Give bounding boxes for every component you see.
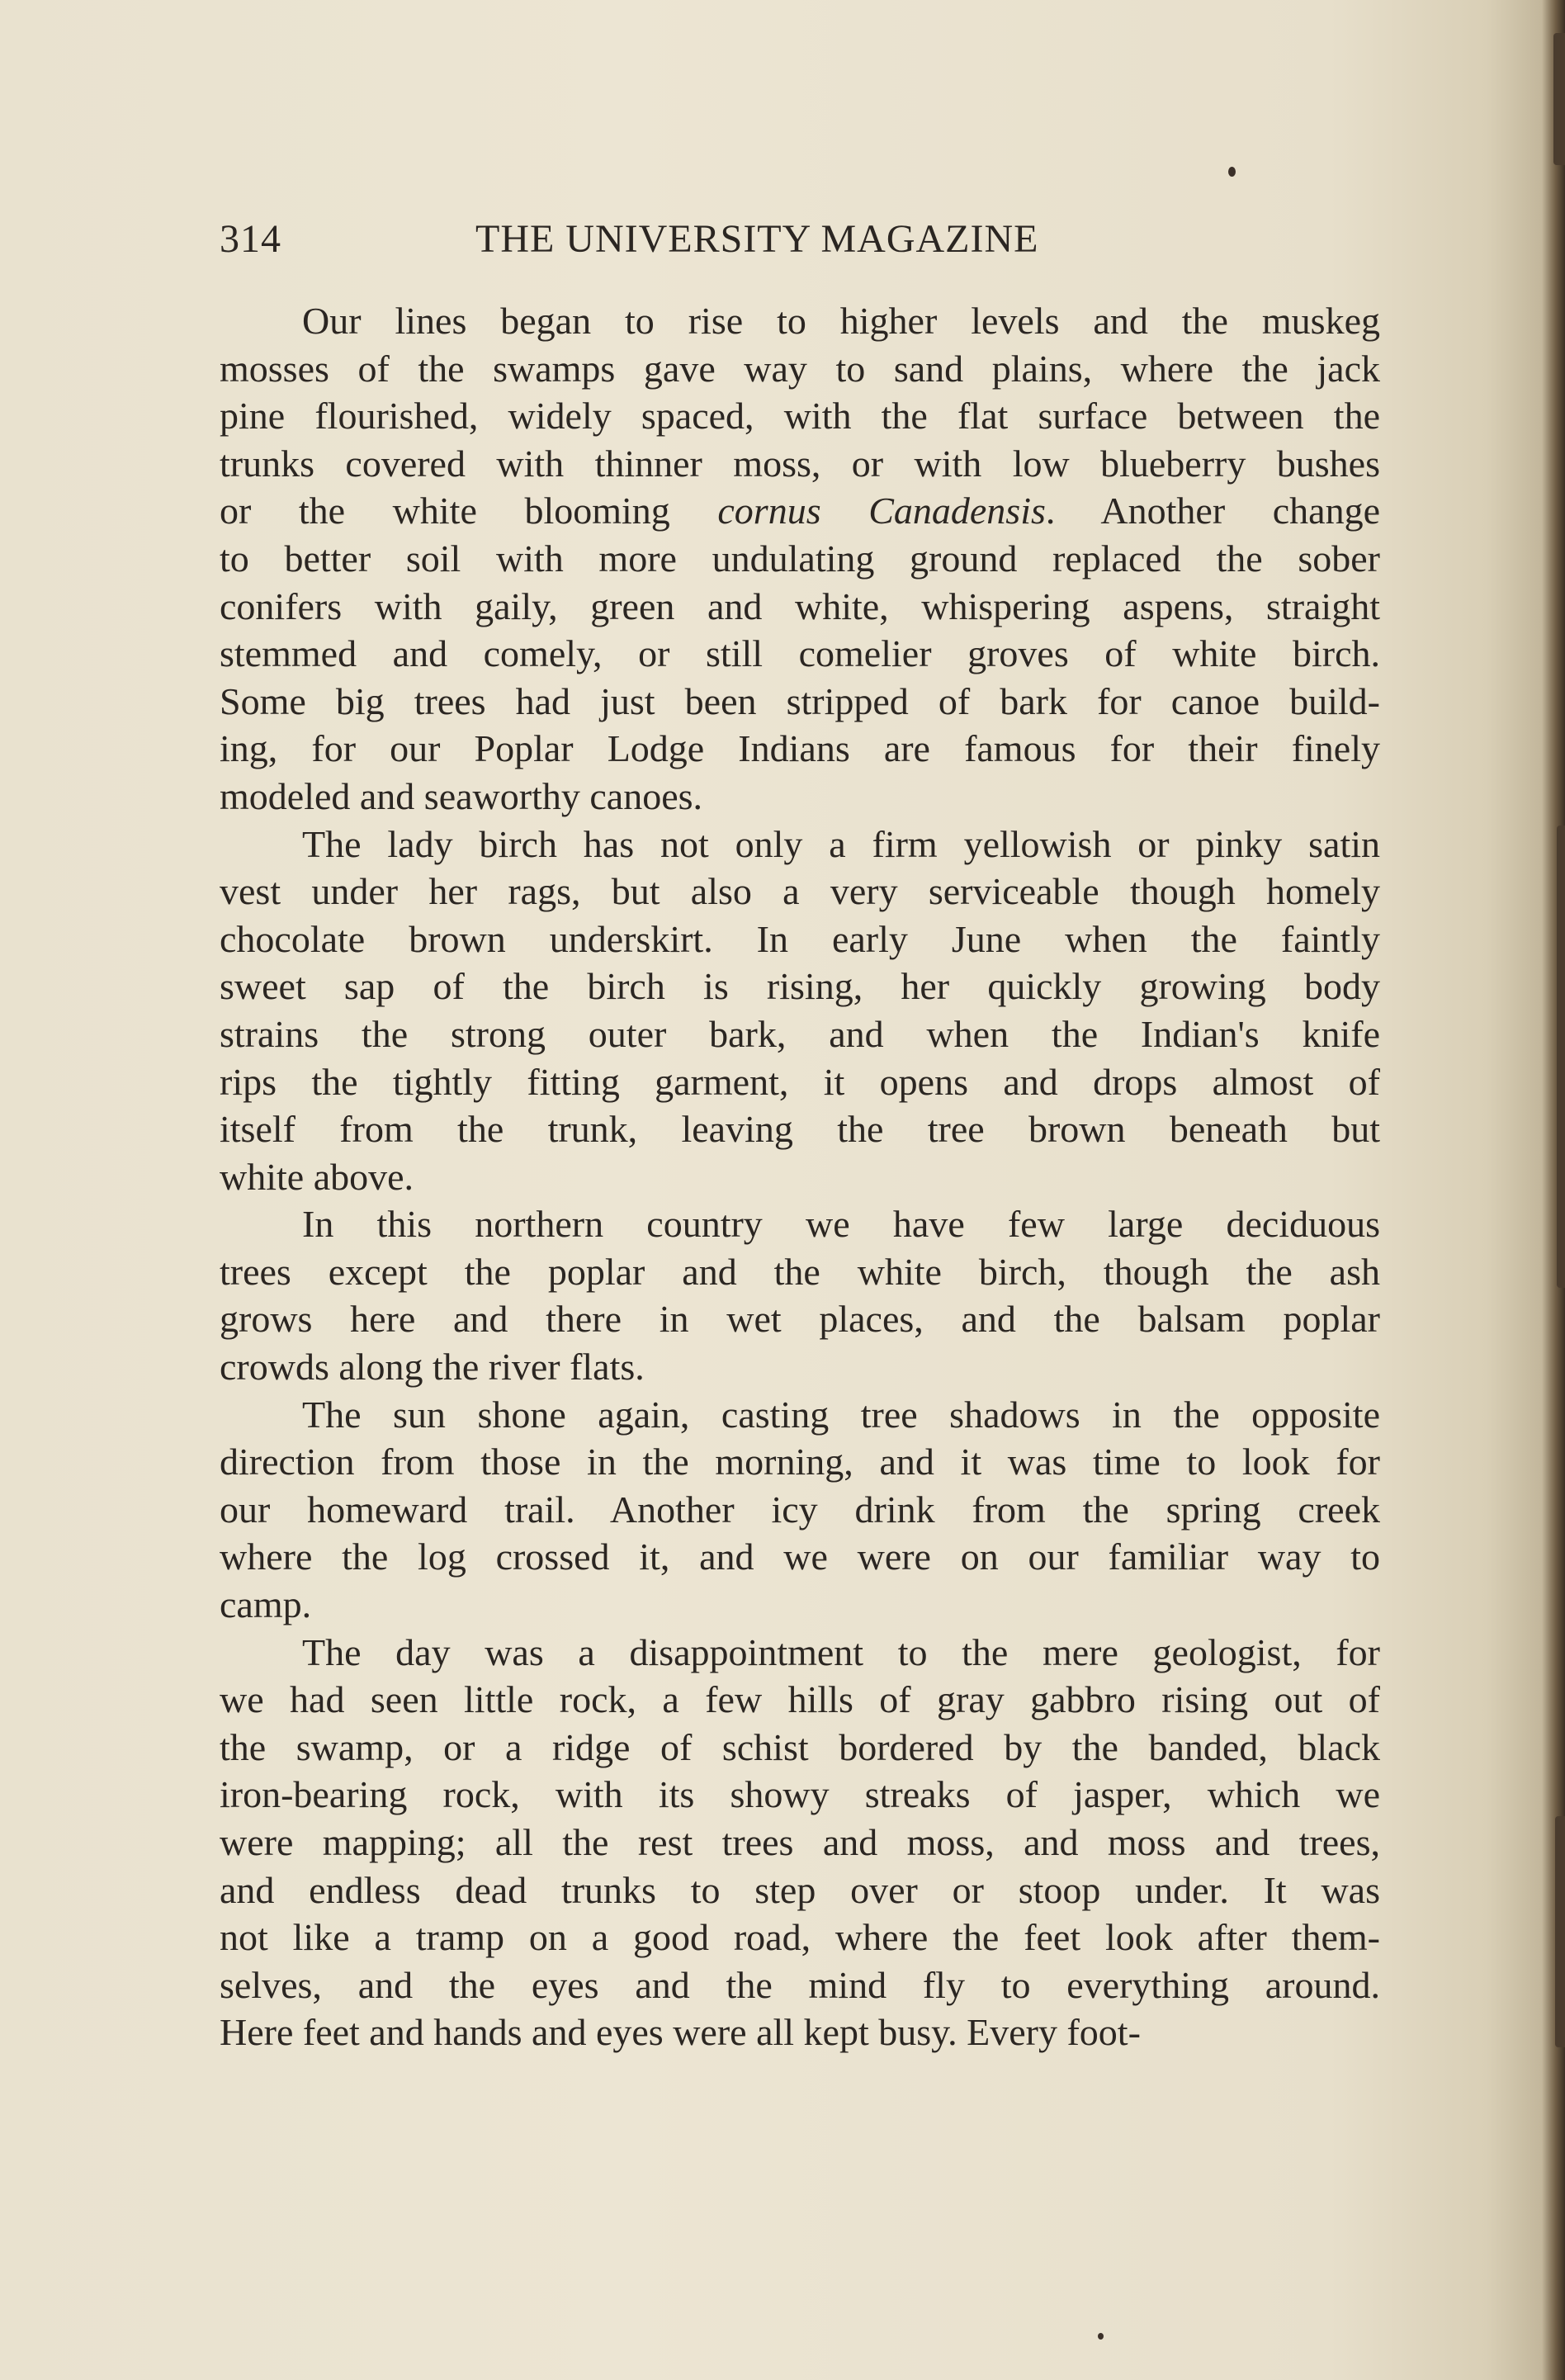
text-line: modeled and seaworthy canoes. [220, 774, 703, 817]
text-line: Our lines began to rise to higher levels and the muskeg [302, 300, 1380, 342]
text-line: trees except the poplar and the white birch, though the ash [220, 1250, 1380, 1293]
text-line: or the white blooming cornus Canadensis. Another change [220, 490, 1380, 532]
text-line: were mapping; all the rest trees and moss, and moss and trees, [220, 1821, 1380, 1863]
text-line: stemmed and comely, or still comelier groves of white birch. [220, 632, 1380, 675]
ink-speck [1098, 2333, 1104, 2340]
text-line: strains the strong outer bark, and when the Indian's knife [220, 1012, 1380, 1055]
text-line: rips the tightly fitting garment, it opens and drops almost of [220, 1060, 1380, 1103]
text-line: The lady birch has not only a firm yellowish or pinky satin [302, 822, 1380, 865]
text-line: The sun shone again, casting tree shadows in the opposite [302, 1393, 1380, 1436]
text-line: sweet sap of the birch is rising, her quickly growing body [220, 965, 1380, 1008]
text-line: to better soil with more undulating ground replaced the sober [220, 537, 1380, 580]
text-line: itself from the trunk, leaving the tree brown beneath but [220, 1108, 1380, 1151]
text-line: grows here and there in wet places, and the balsam poplar [220, 1298, 1380, 1341]
paragraph [220, 297, 1380, 821]
text-line: and endless dead trunks to step over or stoop under. It was [220, 1868, 1380, 1911]
text-line: trunks covered with thinner moss, or with low blueberry bushes [220, 442, 1380, 485]
text-line: pine flourished, widely spaced, with the flat surface between the [220, 395, 1380, 438]
paragraph [220, 1200, 1380, 1390]
text-line: the swamp, or a ridge of schist bordered by the banded, black [220, 1725, 1380, 1768]
page-header [220, 216, 1136, 274]
paragraph [220, 1629, 1380, 2056]
text-line: direction from those in the morning, and it was time to look for [220, 1441, 1380, 1483]
page-edge-mark [1557, 826, 1565, 1288]
page-number: 314 [220, 217, 281, 261]
text-line: camp. [220, 1583, 312, 1626]
text-line: vest under her rags, but also a very serviceable though homely [220, 870, 1380, 913]
running-head: THE UNIVERSITY MAGAZINE [475, 217, 1039, 261]
body-text [220, 297, 1380, 2056]
text-line: ing, for our Poplar Lodge Indians are famous for their finely [220, 727, 1380, 770]
text-line: conifers with gaily, green and white, whispering aspens, straight [220, 584, 1380, 627]
ink-speck [1228, 167, 1236, 177]
page-edge-mark [1555, 1816, 1565, 2047]
text-line: Some big trees had just been stripped of bark for canoe build- [220, 679, 1380, 722]
text-line: The day was a disappointment to the mere geologist, for [302, 1630, 1380, 1673]
paragraph [220, 821, 1380, 1201]
paragraph [220, 1391, 1380, 1629]
text-line: crowds along the river flats. [220, 1346, 645, 1389]
page-edge-mark [1553, 33, 1565, 165]
text-line: chocolate brown underskirt. In early June when the faintly [220, 917, 1380, 960]
text-line: selves, and the eyes and the mind fly to everything around. [220, 1963, 1380, 2006]
text-line: not like a tramp on a good road, where the feet look after them- [220, 1916, 1380, 1959]
text-line: our homeward trail. Another icy drink from the spring creek [220, 1488, 1380, 1531]
text-line: where the log crossed it, and we were on our familiar way to [220, 1535, 1380, 1578]
text-line: In this northern country we have few large deciduous [302, 1203, 1380, 1246]
text-line: we had seen little rock, a few hills of gray gabbro rising out of [220, 1678, 1380, 1721]
text-line: white above. [220, 1155, 414, 1198]
text-line: mosses of the swamps gave way to sand plains, where the jack [220, 347, 1380, 390]
text-line: Here feet and hands and eyes were all kept busy. Every foot- [220, 2011, 1141, 2054]
text-line: iron-bearing rock, with its showy streaks of jasper, which we [220, 1773, 1380, 1816]
